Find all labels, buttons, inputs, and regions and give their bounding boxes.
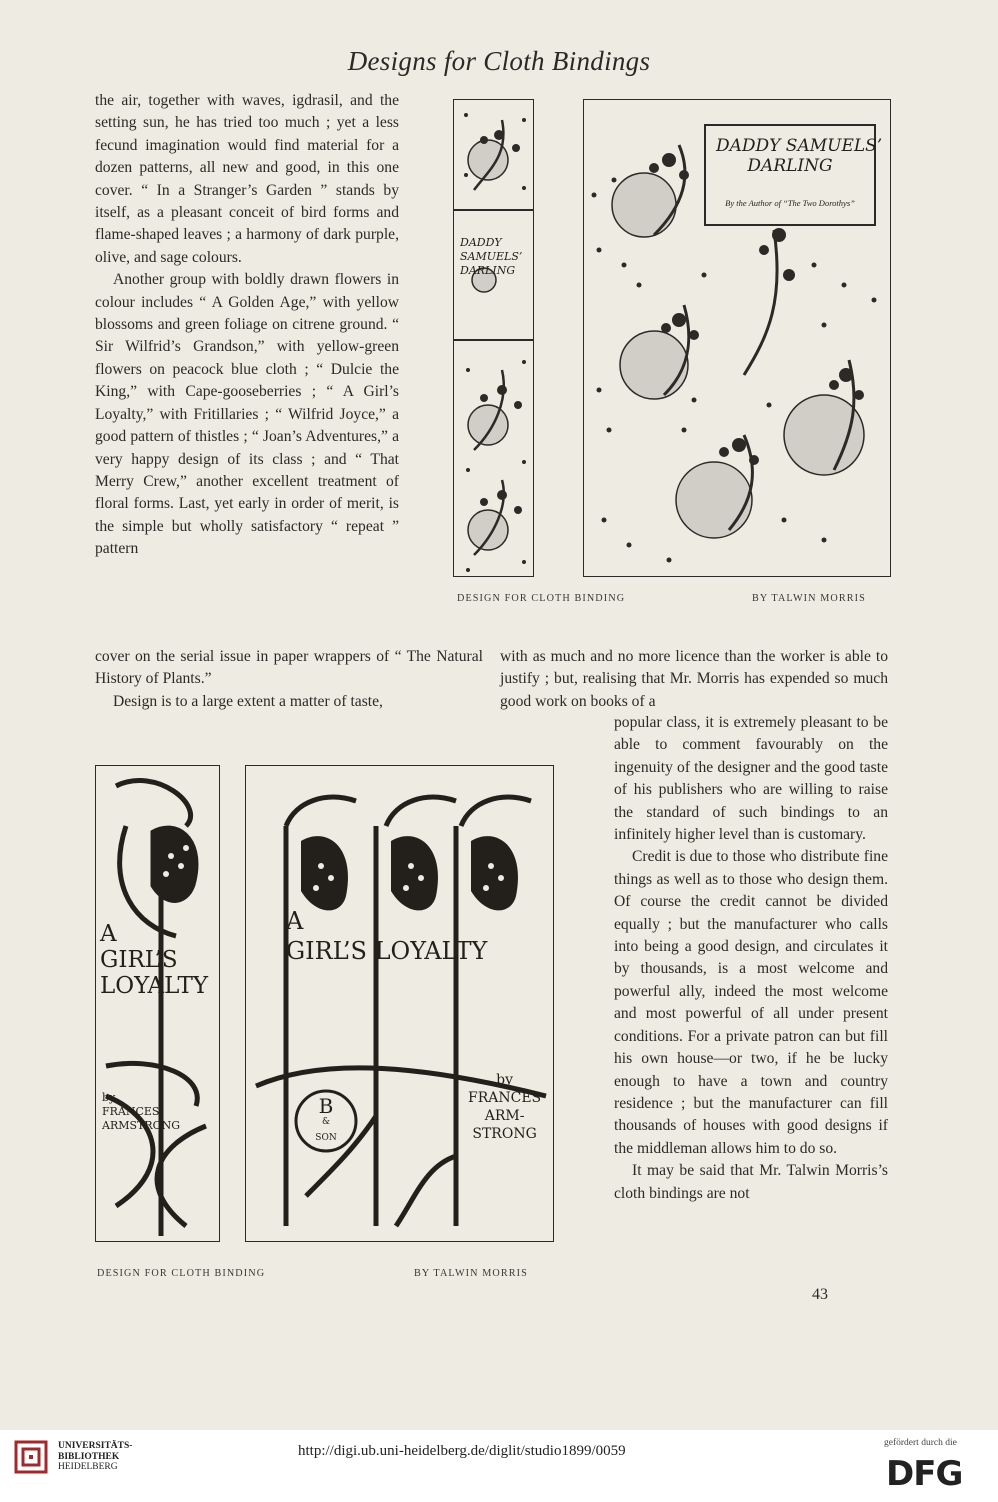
figure-caption: DESIGN FOR CLOTH BINDING	[97, 1268, 266, 1279]
cover-title: DADDY SAMUELS’ DARLING	[716, 136, 883, 176]
paragraph: the air, together with waves, igdrasil, and the setting sun, he has tried too much ; yet a less fecund imagination would find material for a dozen patterns, all new and good, in this one cover. “ In a Stranger’s Garden ” stands by itself, as a pleasant conceit of bird forms and flame-shaped leaves ; a harmony of dark purple, olive, and sage colours.	[95, 92, 399, 266]
spine-title: A GIRL’S LOYALTY	[100, 921, 209, 999]
figure-credit: BY TALWIN MORRIS	[752, 593, 866, 604]
spine-illustration-daddy-samuels	[453, 99, 534, 577]
paragraph: It may be said that Mr. Talwin Morris’s cloth bindings are not	[614, 1162, 888, 1202]
funded-by-label: gefördert durch die	[884, 1438, 957, 1448]
spine-author: by FRANCES ARMSTRONG	[102, 1091, 181, 1132]
dfg-logo: DFG	[886, 1454, 963, 1494]
paragraph: popular class, it is extremely pleasant to be able to comment favourably on the ingenuity of the designer and the good taste of his publishers who are willing to raise the standard of such bindings to an infinitely higher level than is customary.	[614, 714, 888, 844]
cover-illustration-daddy-samuels	[583, 99, 891, 577]
publisher-mark: B & SON	[315, 1094, 337, 1143]
cover-author: By the Author of “The Two Dorothys”	[725, 198, 855, 208]
cover-author: by FRANCES ARM- STRONG	[468, 1072, 542, 1142]
spine-illustration-girls-loyalty	[95, 765, 220, 1242]
cover-illustration-girls-loyalty	[245, 765, 554, 1242]
paragraph: Credit is due to those who distribute fine things as well as to those who design them. Of course the credit cannot be divided equally ; but the manufacturer who calls into being a good design, and circulates it by thousands, is a most welcome and powerful ally, indeed the most welcome and most powerful of all under present conditions. For a private patron can but fill his own house—or two, if he be lucky enough to have a town and country residence ; but the manufacturer can fill thousands of houses with good designs if the middleman allows him to do so.	[614, 848, 888, 1157]
cover-pattern	[246, 766, 553, 1241]
text-column-left-top	[95, 90, 399, 561]
paragraph: Design is to a large extent a matter of taste,	[113, 692, 383, 710]
figure-caption: DESIGN FOR CLOTH BINDING	[457, 593, 626, 604]
library-name: UNIVERSITÄTS- BIBLIOTHEK HEIDELBERG	[58, 1441, 133, 1472]
text-column-left-bottom	[95, 646, 483, 713]
page-number: 43	[812, 1286, 828, 1303]
text-column-right	[614, 712, 888, 1205]
footer-bar	[0, 1430, 998, 1502]
page-title: Designs for Cloth Bindings	[347, 46, 651, 76]
cover-title-panel	[704, 124, 883, 226]
cover-title: A GIRL’S LOYALTY	[286, 907, 488, 965]
paragraph: Another group with boldly drawn flowers in colour includes “ A Golden Age,” with yellow blossoms and green foliage on citrene ground. “ Sir Wilfrid’s Grandson,” with yellow-green flowers on peacock blue cloth ; “ Dulcie the King,” with Cape-gooseberries ; “ A Girl’s Loyalty,” with Fritillaries ; “ Wilfrid Joyce,” a good pattern of thistles ; “ Joan’s Adventures,” a very happy design of its class ; and “ That Merry Crew,” another excellent treatment of floral forms. Last, yet early in order of merit, is the simple but wholly satisfactory “ repeat ” pattern	[95, 271, 399, 558]
paragraph: with as much and no more licence than the worker is able to justify ; but, realising that Mr. Morris has expended so much good work on books of a	[500, 648, 888, 710]
source-url[interactable]: http://digi.ub.uni-heidelberg.de/diglit/studio1899/0059	[298, 1443, 626, 1459]
paragraph: cover on the serial issue in paper wrappers of “ The Natural History of Plants.”	[95, 648, 483, 688]
spine-pattern	[96, 766, 219, 1241]
text-column-right-top	[500, 646, 888, 713]
library-logo-icon	[14, 1440, 48, 1474]
spine-pattern	[454, 100, 533, 576]
figure-credit: BY TALWIN MORRIS	[414, 1268, 528, 1279]
spine-title: DADDY SAMUELS’ DARLING	[460, 236, 523, 277]
